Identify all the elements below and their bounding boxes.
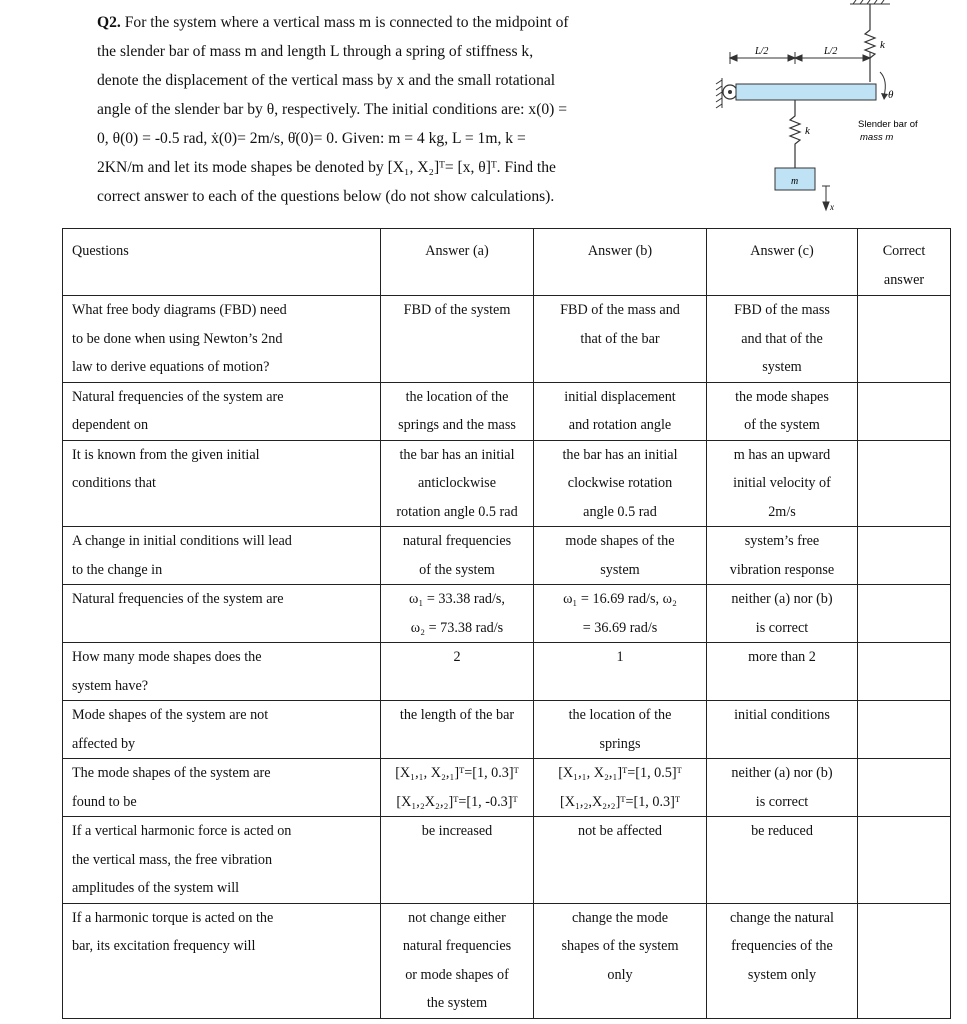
answer-c-line: neither (a) nor (b) bbox=[731, 765, 833, 781]
answer-a-line: be increased bbox=[421, 823, 493, 839]
middle-spring-label: k bbox=[805, 125, 810, 137]
question-cell bbox=[63, 585, 381, 643]
answer-c-line: initial conditions bbox=[734, 707, 830, 723]
answer-b-line: and rotation angle bbox=[568, 417, 672, 433]
table-row bbox=[63, 440, 951, 527]
questions-table bbox=[62, 228, 951, 1019]
answer-b-line: the location of the bbox=[568, 707, 672, 723]
answer-b-line: springs bbox=[599, 735, 641, 752]
table-row bbox=[63, 296, 951, 383]
answer-c-cell bbox=[707, 296, 858, 383]
system-figure bbox=[700, 0, 960, 225]
answer-b-cell bbox=[534, 585, 707, 643]
answer-b-cell bbox=[534, 527, 707, 585]
question-cell bbox=[63, 817, 381, 904]
answer-a-line: the system bbox=[426, 995, 488, 1011]
question-line: 0, θ(0) = -0.5 rad, ẋ(0)= 2m/s, θ̇(0)= 0. Given: m = 4 kg, L = 1m, k = bbox=[97, 130, 526, 147]
correct-answer-cell[interactable] bbox=[858, 585, 951, 643]
table-row bbox=[63, 759, 951, 817]
header-answer-b: Answer (b) bbox=[534, 229, 707, 296]
answer-a-line: FBD of the system bbox=[403, 302, 511, 318]
answer-b-cell bbox=[534, 817, 707, 904]
dimension-lines bbox=[730, 52, 870, 64]
question-line: the slender bar of mass m and length L through a spring of stiffness k, bbox=[97, 43, 534, 60]
answer-b-line: shapes of the system bbox=[561, 938, 679, 954]
question-cell-line: the vertical mass, the free vibration bbox=[72, 851, 273, 868]
answer-a-cell bbox=[381, 296, 534, 383]
question-text bbox=[97, 8, 697, 211]
answer-c-cell bbox=[707, 701, 858, 759]
correct-answer-cell[interactable] bbox=[858, 440, 951, 527]
question-cell bbox=[63, 759, 381, 817]
question-cell-line: A change in initial conditions will lead bbox=[72, 533, 292, 549]
answer-b-cell bbox=[534, 382, 707, 440]
answer-b-line: 1 bbox=[616, 649, 624, 665]
question-cell bbox=[63, 643, 381, 701]
answer-c-cell bbox=[707, 817, 858, 904]
correct-answer-cell[interactable] bbox=[858, 701, 951, 759]
question-cell-line: to the change in bbox=[72, 561, 163, 578]
question-cell-line: Natural frequencies of the system are bbox=[72, 591, 284, 607]
bar-label-line1: Slender bar of bbox=[858, 119, 918, 130]
answer-a-cell bbox=[381, 643, 534, 701]
question-cell bbox=[63, 903, 381, 1018]
answer-a-line: not change either bbox=[408, 909, 506, 926]
answer-b-line: not be affected bbox=[577, 823, 663, 839]
question-cell-line: Natural frequencies of the system are bbox=[72, 388, 284, 405]
answer-a-line: springs and the mass bbox=[398, 417, 516, 433]
table-row bbox=[63, 643, 951, 701]
question-line: correct answer to each of the questions below (do not show calculations). bbox=[97, 188, 555, 205]
correct-answer-cell[interactable] bbox=[858, 527, 951, 585]
answer-a-line: the location of the bbox=[405, 388, 509, 405]
answer-a-line: 2 bbox=[453, 649, 461, 665]
question-cell bbox=[63, 701, 381, 759]
answer-c-cell bbox=[707, 643, 858, 701]
right-spring-label: k bbox=[880, 39, 885, 51]
answer-a-line: the length of the bar bbox=[399, 707, 515, 723]
question-cell-line: bar, its excitation frequency will bbox=[72, 938, 256, 954]
table-row bbox=[63, 903, 951, 1018]
answer-c-line: system only bbox=[747, 966, 817, 983]
question-cell-line: How many mode shapes does the bbox=[72, 649, 262, 665]
answer-c-line: m has an upward bbox=[733, 446, 831, 463]
question-cell-line: found to be bbox=[72, 793, 137, 810]
header-questions: Questions bbox=[63, 229, 381, 296]
answer-c-line: the mode shapes bbox=[735, 388, 829, 405]
answer-a-line: rotation angle 0.5 rad bbox=[396, 503, 518, 520]
question-cell-line: law to derive equations of motion? bbox=[72, 359, 270, 375]
answer-a-cell bbox=[381, 585, 534, 643]
question-cell-line: It is known from the given initial bbox=[72, 446, 260, 463]
answer-a-cell bbox=[381, 701, 534, 759]
answer-c-cell bbox=[707, 585, 858, 643]
table-row bbox=[63, 585, 951, 643]
question-cell-line: If a vertical harmonic force is acted on bbox=[72, 823, 292, 839]
question-cell-line: Mode shapes of the system are not bbox=[72, 707, 269, 723]
answer-c-cell bbox=[707, 382, 858, 440]
question-line bbox=[97, 8, 697, 37]
question-cell-line: system have? bbox=[72, 677, 149, 694]
answer-b-line: FBD of the mass and bbox=[560, 302, 680, 318]
answer-c-cell bbox=[707, 527, 858, 585]
correct-answer-cell[interactable] bbox=[858, 296, 951, 383]
left-half-length-label: L/2 bbox=[755, 46, 769, 57]
answer-b-line: that of the bar bbox=[580, 330, 660, 347]
answer-c-line: change the natural bbox=[730, 909, 834, 926]
question-line: denote the displacement of the vertical mass by x and the small rotational bbox=[97, 72, 556, 89]
answer-a-line: or mode shapes of bbox=[405, 966, 509, 983]
answer-a-cell bbox=[381, 440, 534, 527]
answer-c-line: more than 2 bbox=[748, 649, 816, 665]
question-cell-line: affected by bbox=[72, 735, 136, 752]
correct-answer-cell[interactable] bbox=[858, 817, 951, 904]
question-cell bbox=[63, 296, 381, 383]
middle-spring bbox=[790, 100, 800, 168]
answer-a-line: ω₂ = 73.38 rad/s bbox=[410, 619, 504, 636]
theta-label: θ bbox=[888, 89, 894, 101]
header-correct-line2: answer bbox=[883, 271, 925, 288]
answer-a-line: anticlockwise bbox=[417, 475, 496, 491]
answer-c-cell bbox=[707, 759, 858, 817]
ceiling-support bbox=[850, 0, 890, 4]
answer-b-cell bbox=[534, 643, 707, 701]
answer-b-line: only bbox=[607, 966, 633, 983]
header-correct-line1: Correct bbox=[882, 243, 926, 259]
answer-b-cell bbox=[534, 759, 707, 817]
answer-c-line: system bbox=[762, 359, 802, 375]
table-row bbox=[63, 527, 951, 585]
answer-b-line: the bar has an initial bbox=[562, 446, 678, 463]
question-line: 2KN/m and let its mode shapes be denoted by [X₁, X₂]ᵀ= [x, θ]ᵀ. Find the bbox=[97, 159, 556, 176]
answer-c-line: is correct bbox=[755, 619, 809, 636]
answer-a-line: [X₁,₁, X₂,₁]ᵀ=[1, 0.3]ᵀ bbox=[395, 765, 519, 781]
answer-c-cell bbox=[707, 440, 858, 527]
header-answer-c: Answer (c) bbox=[707, 229, 858, 296]
wall-support bbox=[716, 78, 722, 108]
answer-b-line: system bbox=[600, 561, 640, 578]
question-cell-line: The mode shapes of the system are bbox=[72, 765, 271, 781]
question-line-text: For the system where a vertical mass m is connected to the midpoint of bbox=[120, 14, 569, 31]
answer-c-line: FBD of the mass bbox=[734, 302, 830, 318]
answer-a-cell bbox=[381, 759, 534, 817]
answer-c-line: neither (a) nor (b) bbox=[731, 591, 833, 607]
question-cell-line: dependent on bbox=[72, 417, 149, 433]
answer-a-cell bbox=[381, 527, 534, 585]
question-cell-line: amplitudes of the system will bbox=[72, 880, 240, 896]
answer-a-line: ω₁ = 33.38 rad/s, bbox=[409, 591, 505, 607]
table-row bbox=[63, 382, 951, 440]
correct-answer-cell[interactable] bbox=[858, 643, 951, 701]
header-answer-a: Answer (a) bbox=[381, 229, 534, 296]
answer-b-line: [X₁,₂,X₂,₂]ᵀ=[1, 0.3]ᵀ bbox=[559, 793, 681, 810]
answer-b-cell bbox=[534, 701, 707, 759]
question-cell-line: to be done when using Newton’s 2nd bbox=[72, 330, 283, 347]
answer-c-line: vibration response bbox=[729, 561, 835, 578]
answer-c-line: of the system bbox=[744, 417, 820, 433]
answer-b-cell bbox=[534, 903, 707, 1018]
header-row bbox=[63, 229, 951, 296]
question-line: angle of the slender bar by θ, respectively. The initial conditions are: x(0) = bbox=[97, 101, 568, 118]
header-correct-answer bbox=[858, 229, 951, 296]
bar-label-line2: mass m bbox=[860, 132, 894, 143]
answer-b-line: ω₁ = 16.69 rad/s, ω₂ bbox=[563, 591, 677, 607]
theta-arrow bbox=[880, 72, 885, 96]
question-cell-line: If a harmonic torque is acted on the bbox=[72, 909, 274, 926]
answer-c-cell bbox=[707, 903, 858, 1018]
question-cell bbox=[63, 527, 381, 585]
answer-a-line: the bar has an initial bbox=[399, 446, 515, 463]
answer-b-line: initial displacement bbox=[564, 388, 676, 405]
correct-answer-cell[interactable] bbox=[858, 903, 951, 1018]
answer-c-line: system’s free bbox=[744, 533, 820, 549]
question-cell-line: conditions that bbox=[72, 475, 156, 491]
answer-b-cell bbox=[534, 296, 707, 383]
correct-answer-cell[interactable] bbox=[858, 759, 951, 817]
right-spring bbox=[865, 4, 875, 82]
answer-a-line: natural frequencies bbox=[402, 533, 512, 549]
answer-b-line: [X₁,₁, X₂,₁]ᵀ=[1, 0.5]ᵀ bbox=[558, 765, 682, 781]
x-label: x bbox=[830, 202, 834, 212]
answer-a-cell bbox=[381, 817, 534, 904]
question-label: Q2. bbox=[97, 14, 121, 31]
question-cell bbox=[63, 382, 381, 440]
answer-b-line: change the mode bbox=[571, 909, 669, 926]
answer-c-line: frequencies of the bbox=[731, 938, 833, 954]
table-row bbox=[63, 701, 951, 759]
x-arrow bbox=[822, 186, 830, 210]
question-cell bbox=[63, 440, 381, 527]
question-cell-line: What free body diagrams (FBD) need bbox=[72, 302, 287, 318]
answer-c-line: initial velocity of bbox=[733, 475, 831, 491]
answer-b-line: angle 0.5 rad bbox=[583, 503, 657, 520]
slender-bar bbox=[736, 84, 876, 100]
answer-b-line: mode shapes of the bbox=[565, 533, 675, 549]
answer-b-cell bbox=[534, 440, 707, 527]
correct-answer-cell[interactable] bbox=[858, 382, 951, 440]
answer-a-cell bbox=[381, 903, 534, 1018]
answer-c-line: 2m/s bbox=[768, 503, 796, 520]
answer-a-line: of the system bbox=[419, 561, 495, 578]
answer-a-cell bbox=[381, 382, 534, 440]
answer-b-line: clockwise rotation bbox=[567, 475, 673, 491]
answer-b-line: = 36.69 rad/s bbox=[582, 619, 658, 636]
answer-a-line: natural frequencies bbox=[402, 938, 512, 954]
answer-a-line: [X₁,₂X₂,₂]ᵀ=[1, -0.3]ᵀ bbox=[396, 793, 518, 810]
answer-c-line: and that of the bbox=[741, 330, 823, 347]
answer-c-line: is correct bbox=[755, 793, 809, 810]
table-row bbox=[63, 817, 951, 904]
mass-label: m bbox=[791, 176, 799, 187]
answer-c-line: be reduced bbox=[751, 823, 813, 839]
right-half-length-label: L/2 bbox=[824, 46, 838, 57]
